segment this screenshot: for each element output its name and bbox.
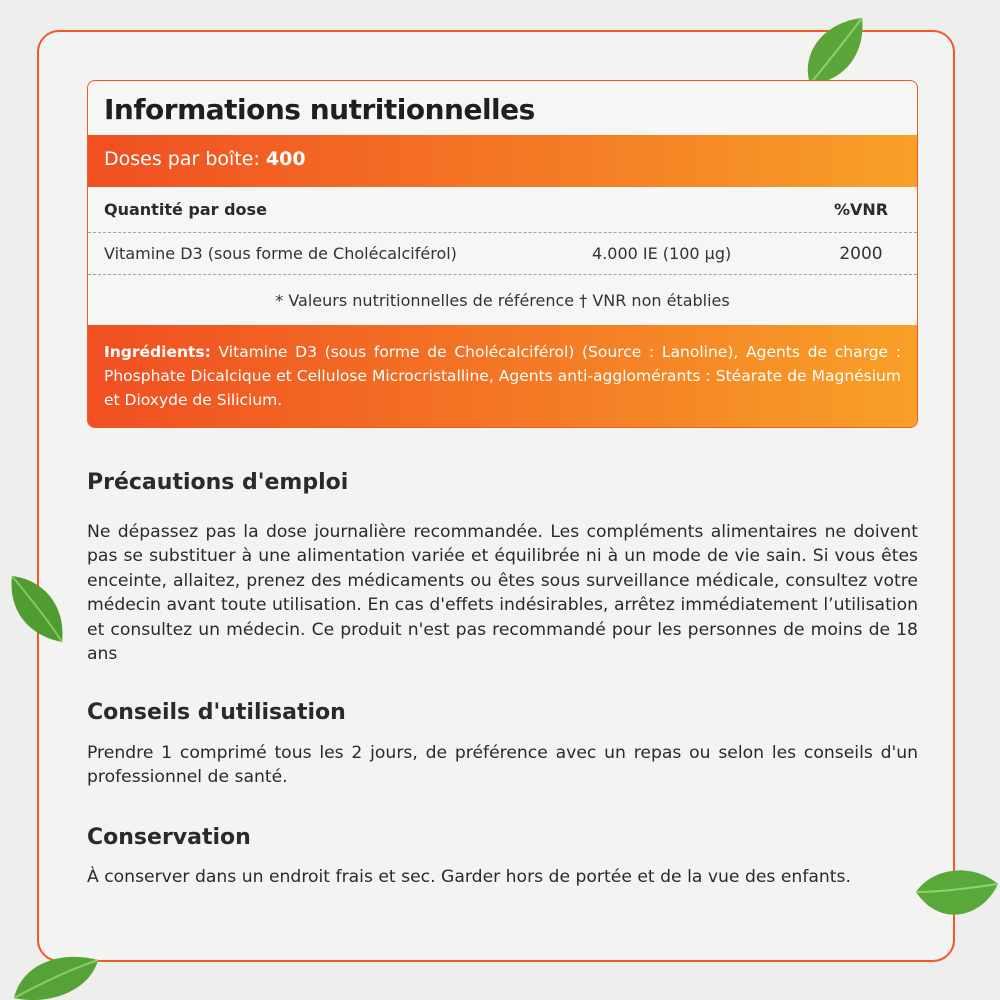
- usage-title: Conseils d'utilisation: [87, 700, 346, 725]
- doses-label: Doses par boîte:: [104, 148, 260, 170]
- ingredients-block: [88, 325, 917, 427]
- table-row: [88, 233, 917, 275]
- quantity-header: Quantité par dose: [104, 200, 267, 219]
- nutrition-title: Informations nutritionnelles: [104, 93, 535, 126]
- precautions-title: Précautions d'emploi: [87, 470, 349, 495]
- nutrient-name: Vitamine D3 (sous forme de Cholécalciférol): [104, 244, 457, 263]
- leaf-icon: [10, 950, 100, 1000]
- vnr-header: %VNR: [833, 200, 889, 219]
- storage-title: Conservation: [87, 825, 251, 850]
- storage-text: À conserver dans un endroit frais et sec. Garder hors de portée et de la vue des enfants.: [87, 867, 851, 887]
- ingredients-label: Ingrédients:: [104, 343, 211, 361]
- precautions-text: Ne dépassez pas la dose journalière recommandée. Les compléments alimentaires ne doivent pas se substituer à une alimentation variée et équilibrée ni à un mode de vie sain. Si vous êtes enceinte, allaitez, prenez des médicaments ou êtes sous surveillance médicale, consultez votre médecin avant toute utilisation. En cas d'effets indésirables, arrêtez immédiatement l’utilisation et consultez un médecin. Ce produit n'est pas recommandé pour les personnes de moins de 18 ans: [87, 522, 918, 665]
- nutrient-vnr: 2000: [839, 243, 883, 264]
- usage-text: Prendre 1 comprimé tous les 2 jours, de préférence avec un repas ou selon les conseils d'un professionnel de santé.: [87, 743, 918, 788]
- leaf-icon: [912, 862, 1000, 934]
- nutrient-amount: 4.000 IE (100 µg): [592, 244, 732, 263]
- leaf-icon: [4, 572, 68, 646]
- ingredients-text: Vitamine D3 (sous forme de Cholécalciférol) (Source : Lanoline), Agents de charge : Phosphate Dicalcique et Cellulose Microcristalline, Agents anti-agglomérants : Stéarate de Magnésium et Dioxyde de Silicium.: [104, 343, 901, 409]
- doses-value: 400: [265, 148, 306, 170]
- footnote: * Valeurs nutritionnelles de référence † VNR non établies: [275, 290, 730, 310]
- table-header: [88, 187, 917, 233]
- doses-per-box-bar: [88, 135, 917, 187]
- nutrition-facts-card: [87, 80, 918, 428]
